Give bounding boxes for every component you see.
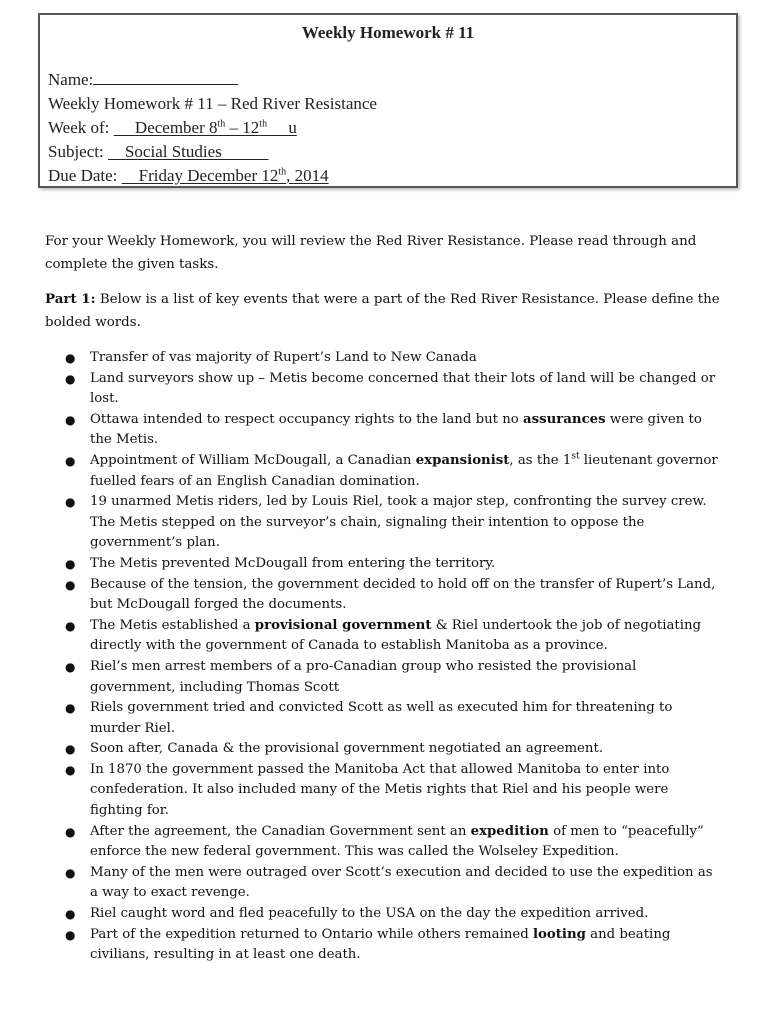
event-text: Appointment of William McDougall, a Canadian xyxy=(90,452,416,468)
event-item xyxy=(62,616,722,657)
event-item xyxy=(62,760,722,822)
event-item xyxy=(62,348,722,369)
bullet-icon: ● xyxy=(65,824,76,839)
event-text: and beating civilians, resulting in at least one death. xyxy=(90,926,671,963)
key-events-list xyxy=(62,348,722,966)
name-blank xyxy=(93,70,238,85)
name-label: Name: xyxy=(48,70,94,89)
event-text: Riel caught word and fled peacefully to the USA on the day the expedition arrived. xyxy=(90,906,649,922)
name-line xyxy=(48,70,238,90)
bullet-icon: ● xyxy=(65,907,76,922)
event-text: After the agreement, the Canadian Government sent an xyxy=(90,823,471,839)
event-text: & Riel undertook the job of negotiating directly with the government of Canada to establish Manitoba as a province. xyxy=(90,617,702,654)
bullet-icon: ● xyxy=(65,618,76,633)
event-item xyxy=(62,492,722,554)
event-text: were given to the Metis. xyxy=(90,411,702,448)
event-text: Riel’s men arrest members of a pro-Canadian group who resisted the provisional government, including Thomas Scott xyxy=(90,658,637,695)
bolded-term: expedition xyxy=(470,823,549,839)
event-item xyxy=(62,904,722,925)
due-value: Friday December 12th, 2014 xyxy=(138,166,329,185)
event-text: Transfer of vas majority of Rupert’s Land to New Canada xyxy=(90,350,477,365)
bullet-icon: ● xyxy=(65,371,76,386)
event-text: Land surveyors show up – Metis become concerned that their lots of land will be changed or lost. xyxy=(90,370,716,407)
bullet-icon: ● xyxy=(65,453,76,468)
event-text: In 1870 the government passed the Manitoba Act that allowed Manitoba to enter into confederation. It also included many of the Metis rights that Riel and his people were fighting for. xyxy=(90,761,670,819)
bolded-term: assurances xyxy=(523,411,606,427)
part1-text: Below is a list of key events that were a part of the Red River Resistance. Please define the bolded words. xyxy=(45,292,720,330)
event-item xyxy=(62,451,722,492)
event-text: Part of the expedition returned to Ontario while others remained xyxy=(90,926,533,942)
week-value: December 8th – 12th u xyxy=(134,118,297,137)
event-item xyxy=(62,410,722,451)
event-text: 19 unarmed Metis riders, led by Louis Riel, took a major step, confronting the survey crew. The Metis stepped on the surveyor’s chain, signaling their intention to oppose the government’s plan. xyxy=(90,494,707,551)
due-label: Due Date: xyxy=(48,166,118,185)
bullet-icon: ● xyxy=(65,865,76,880)
week-label: Week of: xyxy=(48,118,110,137)
event-text: Many of the men were outraged over Scott’s execution and decided to use the expedition as a way to exact revenge. xyxy=(90,864,713,901)
event-text: The Metis established a xyxy=(90,617,255,633)
event-item xyxy=(62,925,722,966)
bolded-term: expansionist xyxy=(415,452,510,468)
part1-paragraph xyxy=(45,288,735,334)
event-item xyxy=(62,575,722,616)
event-item xyxy=(62,554,722,575)
event-item xyxy=(62,863,722,904)
event-item xyxy=(62,657,722,698)
week-line xyxy=(48,118,297,138)
bolded-term: looting xyxy=(533,926,586,942)
intro-paragraph: For your Weekly Homework, you will review the Red River Resistance. Please read through and complete the given tasks. xyxy=(45,234,697,272)
event-item xyxy=(62,822,722,863)
assignment-line: Weekly Homework # 11 – Red River Resistance xyxy=(48,94,377,113)
subject-value: Social Studies xyxy=(124,142,222,161)
event-text: The Metis prevented McDougall from entering the territory. xyxy=(90,555,496,571)
subject-label: Subject: xyxy=(48,142,104,161)
bullet-icon: ● xyxy=(65,762,76,777)
event-text: of men to “peacefully” enforce the new federal government. This was called the Wolseley Expedition. xyxy=(90,823,704,860)
homework-header-box xyxy=(38,13,738,188)
bullet-icon: ● xyxy=(65,577,76,592)
bullet-icon: ● xyxy=(65,659,76,674)
bullet-icon: ● xyxy=(65,495,76,510)
bullet-icon: ● xyxy=(65,927,76,942)
subject-line xyxy=(48,142,269,162)
bullet-icon: ● xyxy=(65,351,76,365)
bullet-icon: ● xyxy=(65,556,76,571)
event-item xyxy=(62,369,722,410)
event-text: Because of the tension, the government decided to hold off on the transfer of Rupert’s Land, but McDougall forged the documents. xyxy=(90,576,716,613)
bullet-icon: ● xyxy=(65,701,76,716)
event-text: st xyxy=(571,451,580,462)
event-text: Ottawa intended to respect occupancy rights to the land but no xyxy=(90,411,524,427)
event-text: , as the 1 xyxy=(509,452,572,468)
bullet-icon: ● xyxy=(65,412,76,427)
event-text: Soon after, Canada & the provisional government negotiated an agreement. xyxy=(90,741,604,757)
due-date-line xyxy=(48,166,329,186)
event-item xyxy=(62,698,722,739)
event-text: lieutenant governor fuelled fears of an English Canadian domination. xyxy=(90,452,718,489)
event-item xyxy=(62,739,722,760)
bullet-icon: ● xyxy=(65,742,76,757)
event-text: Riels government tried and convicted Scott as well as executed him for threatening to murder Riel. xyxy=(90,700,673,736)
header-title: Weekly Homework # 11 xyxy=(301,23,475,42)
bolded-term: provisional government xyxy=(254,617,432,633)
part1-label: Part 1: xyxy=(45,291,96,307)
